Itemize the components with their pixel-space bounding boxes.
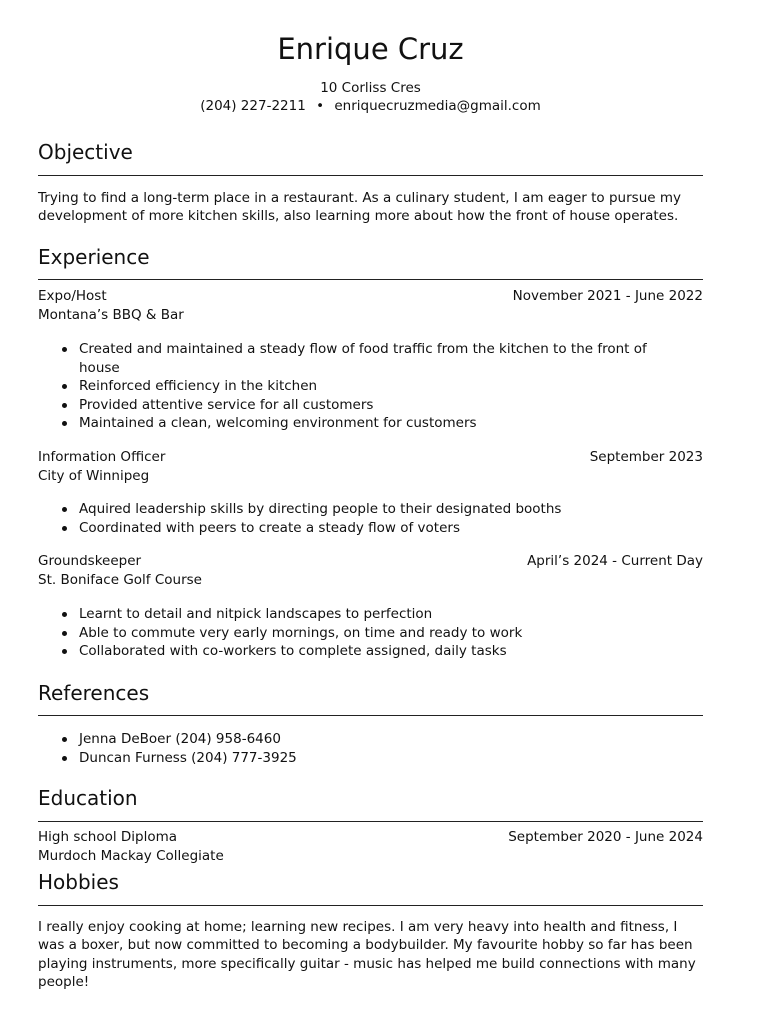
job-3-employer: St. Boniface Golf Course — [38, 572, 202, 588]
contact-separator: • — [316, 98, 325, 114]
job-1-header — [38, 287, 703, 305]
references-list — [38, 730, 703, 767]
job-2-role: Information Officer — [38, 449, 166, 465]
hobbies-divider — [38, 905, 703, 906]
education-heading: Education — [38, 786, 138, 810]
education-degree: High school Diploma — [38, 829, 178, 845]
hobbies-heading: Hobbies — [38, 870, 119, 894]
job-3-dates: April’s 2024 - Current Day — [527, 553, 703, 569]
list-item: Learnt to detail and nitpick landscapes to perfection — [79, 605, 703, 624]
objective-divider — [38, 175, 703, 176]
education-divider — [38, 821, 703, 822]
job-1-bullets — [38, 340, 703, 433]
job-2-header — [38, 448, 703, 466]
email-address: enriquecruzmedia@gmail.com — [334, 98, 541, 114]
job-2-dates: September 2023 — [589, 449, 703, 465]
experience-divider — [38, 279, 703, 280]
list-item: Aquired leadership skills by directing people to their designated booths — [79, 500, 703, 519]
objective-heading: Objective — [38, 140, 133, 164]
job-1-employer: Montana’s BBQ & Bar — [38, 307, 184, 323]
candidate-name: Enrique Cruz — [277, 32, 464, 66]
job-2-bullets — [38, 500, 703, 537]
job-2-employer: City of Winnipeg — [38, 468, 150, 484]
job-1-role: Expo/Host — [38, 288, 107, 304]
list-item: Created and maintained a steady flow of food traffic from the kitchen to the front of house — [79, 340, 703, 377]
list-item: Duncan Furness (204) 777-3925 — [79, 749, 703, 768]
hobbies-text: I really enjoy cooking at home; learning new recipes. I am very heavy into health and fitness, I was a boxer, but now committed to becoming a bodybuilder. My favourite hobby so far has been playing instruments, more specifically guitar - music has helped me build connections with many people! — [38, 919, 696, 991]
references-heading: References — [38, 681, 150, 705]
address-line: 10 Corliss Cres — [320, 80, 421, 96]
contact-line — [38, 97, 703, 115]
education-dates: September 2020 - June 2024 — [508, 829, 703, 845]
list-item: Jenna DeBoer (204) 958-6460 — [79, 730, 703, 749]
job-3-role: Groundskeeper — [38, 553, 142, 569]
phone-number: (204) 227-2211 — [200, 98, 306, 114]
objective-text: Trying to find a long-term place in a restaurant. As a culinary student, I am eager to pursue my development of more kitchen skills, also learning more about how the front of house operates. — [38, 190, 681, 225]
list-item: Provided attentive service for all customers — [79, 396, 703, 415]
job-1-dates: November 2021 - June 2022 — [512, 288, 703, 304]
experience-heading: Experience — [38, 245, 150, 269]
list-item: Coordinated with peers to create a steady flow of voters — [79, 519, 703, 538]
job-3-header — [38, 552, 703, 570]
education-header — [38, 828, 703, 846]
list-item: Able to commute very early mornings, on time and ready to work — [79, 624, 703, 643]
references-divider — [38, 715, 703, 716]
education-school: Murdoch Mackay Collegiate — [38, 848, 224, 864]
job-3-bullets — [38, 605, 703, 661]
list-item: Collaborated with co-workers to complete assigned, daily tasks — [79, 642, 703, 661]
list-item: Reinforced efficiency in the kitchen — [79, 377, 703, 396]
list-item: Maintained a clean, welcoming environment for customers — [79, 414, 703, 433]
